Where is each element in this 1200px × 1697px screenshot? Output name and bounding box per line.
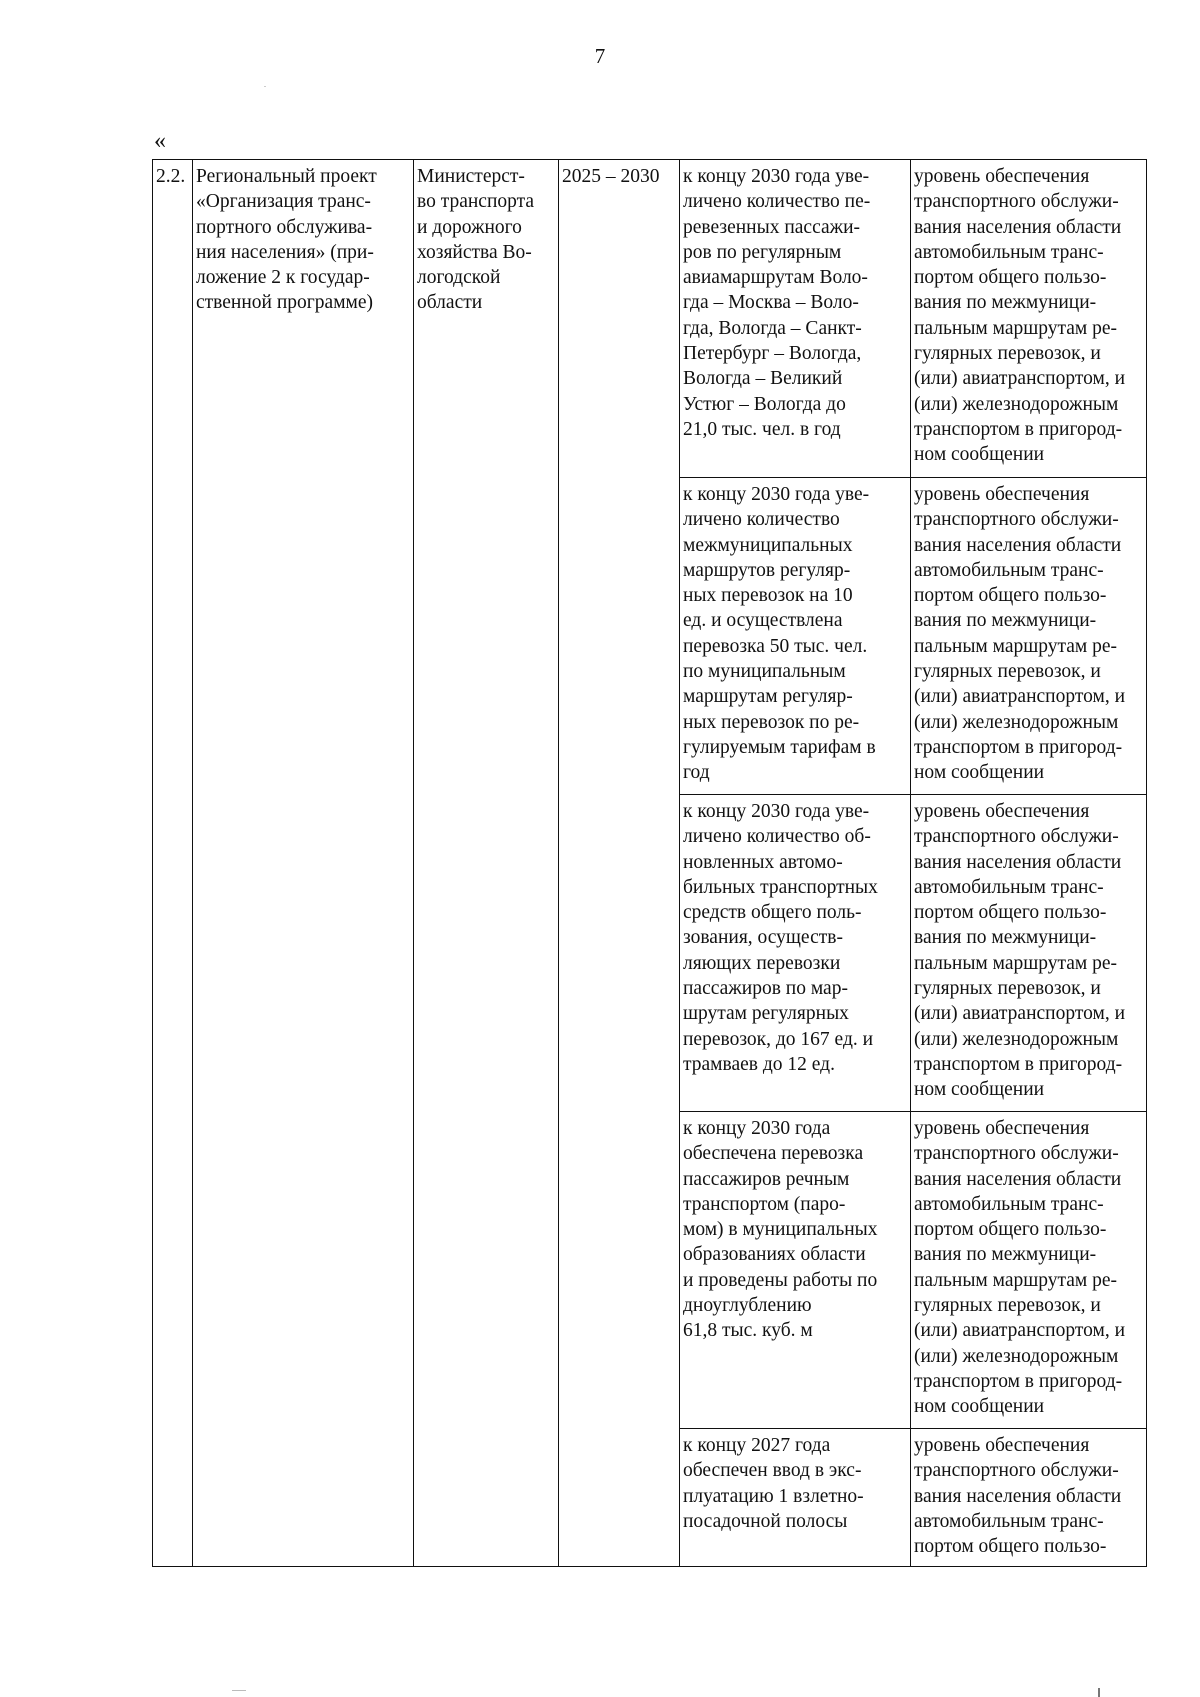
indicator-cell: уровень обеспечения транспортного обслужи- вания населения области автомобильным транс- портом общего пользо- вания по межмуници- пальным маршрутам ре- гулярных перевозок, и (или) авиатранспортом, и (или) железнодорожным транспортом в пригород- ном сообщении: [911, 795, 1147, 1112]
result-cell: к концу 2030 года уве- личено количество пе- ревезенных пассажи- ров по регулярным авиамаршрутам Воло- гда – Москва – Воло- гда, Вологда – Санкт- Петербург – Вологда, Вологда – Великий Устюг – Вологда до 21,0 тыс. чел. в год: [680, 160, 911, 478]
result-cell: к концу 2030 года уве- личено количество межмуниципальных маршрутов регуляр- ных перевозок на 10 ед. и осуществлена перевозка 50 тыс. чел. по муниципальным маршрутам регуляр- ных перевозок по ре- гулируемым тарифам в год: [680, 478, 911, 795]
indicator-cell: уровень обеспечения транспортного обслужи- вания населения области автомобильным транс- портом общего пользо- вания по межмуници- пальным маршрутам ре- гулярных перевозок, и (или) авиатранспортом, и (или) железнодорожным транспортом в пригород- ном сообщении: [911, 1112, 1147, 1429]
program-table: [152, 159, 1147, 1567]
table-row: [153, 160, 1147, 478]
scan-artifact: [1098, 1688, 1100, 1697]
scan-artifact: [232, 1690, 246, 1691]
row-number: 2.2.: [153, 160, 193, 1567]
years-cell: 2025 – 2030: [559, 160, 680, 1567]
result-cell: к концу 2027 года обеспечен ввод в экс- плуатацию 1 взлетно- посадочной полосы: [680, 1429, 911, 1567]
result-cell: к концу 2030 года обеспечена перевозка пассажиров речным транспортом (паро- мом) в муниципальных образованиях области и проведены работы по дноуглублению 61,8 тыс. куб. м: [680, 1112, 911, 1429]
indicator-cell: уровень обеспечения транспортного обслужи- вания населения области автомобильным транс- портом общего пользо-: [911, 1429, 1147, 1567]
project-name-cell: Региональный проект «Организация транс- портного обслужива- ния населения» (при- ложение 2 к государ- ственной программе): [193, 160, 414, 1567]
indicator-cell: уровень обеспечения транспортного обслужи- вания населения области автомобильным транс- портом общего пользо- вания по межмуници- пальным маршрутам ре- гулярных перевозок, и (или) авиатранспортом, и (или) железнодорожным транспортом в пригород- ном сообщении: [911, 160, 1147, 478]
scan-artifact: [264, 86, 266, 87]
page-number: 7: [594, 44, 606, 68]
executor-cell: Министерст- во транспорта и дорожного хозяйства Во- логодской области: [414, 160, 559, 1567]
indicator-cell: уровень обеспечения транспортного обслужи- вания населения области автомобильным транс- портом общего пользо- вания по межмуници- пальным маршрутам ре- гулярных перевозок, и (или) авиатранспортом, и (или) железнодорожным транспортом в пригород- ном сообщении: [911, 478, 1147, 795]
opening-quote-mark: «: [154, 128, 166, 154]
result-cell: к концу 2030 года уве- личено количество об- новленных автомо- бильных транспортных средств общего поль- зования, осуществ- ляющих перевозки пассажиров по мар- шрутам регулярных перевозок, до 167 ед. и трамваев до 12 ед.: [680, 795, 911, 1112]
